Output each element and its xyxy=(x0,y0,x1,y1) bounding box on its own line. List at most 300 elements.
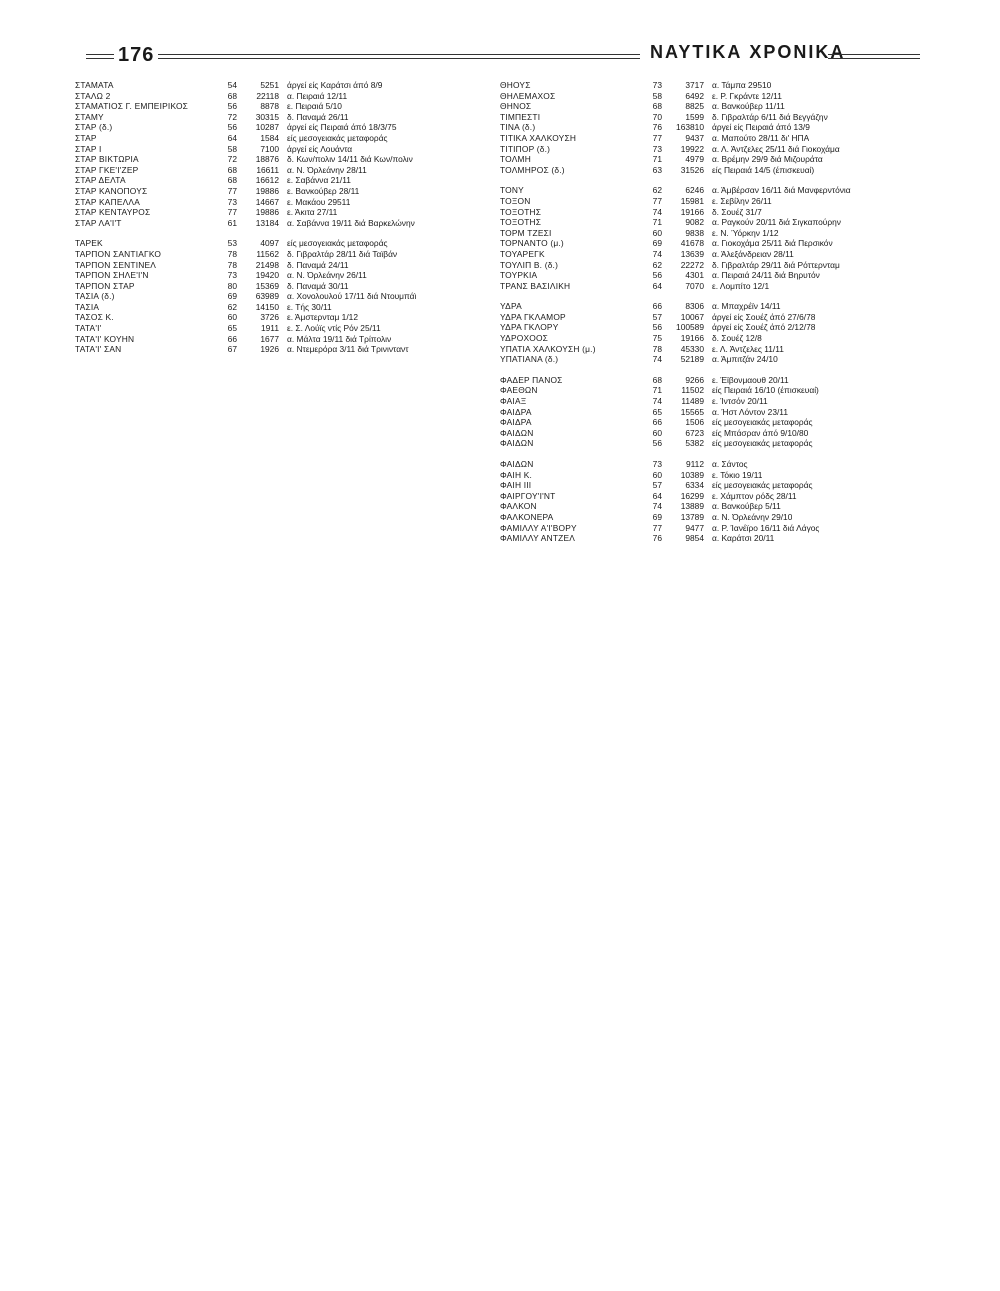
ship-name: ΥΔΡΑ ΓΚΛΟΡΥ xyxy=(500,322,559,333)
ship-position-note: α. Μαπούτο 28/11 δι' ΗΠΑ xyxy=(712,132,810,143)
ship-year: 56 xyxy=(227,101,237,112)
header-rule-middle xyxy=(158,54,640,59)
ship-row xyxy=(500,270,900,281)
ship-tonnage: 18876 xyxy=(255,154,279,165)
ship-name: ΤΑΡΕΚ xyxy=(75,238,103,249)
ship-position-note: α. Γιοκοχάμα 25/11 διά Περσικόν xyxy=(712,238,833,249)
ship-name: ΦΑΙΔΩΝ xyxy=(500,427,534,438)
ship-row xyxy=(75,154,475,165)
ship-row xyxy=(75,344,475,355)
ship-name: ΥΔΡΑ ΓΚΛΑΜΟΡ xyxy=(500,311,566,322)
ship-position-note: α. Ήστ Λόντον 23/11 xyxy=(712,406,788,417)
ship-name: ΤΟΡΝΑΝΤΟ (μ.) xyxy=(500,238,564,249)
ship-row xyxy=(75,281,475,292)
ship-tonnage: 14150 xyxy=(255,301,279,312)
ship-tonnage: 10389 xyxy=(680,469,704,480)
ship-name: ΘΗΝΟΣ xyxy=(500,101,532,112)
ship-year: 65 xyxy=(227,323,237,334)
ship-tonnage: 13789 xyxy=(680,511,704,522)
ship-row xyxy=(500,385,900,396)
ship-name: ΦΑΜΙΛΛΥ ΑΝΤΖΕΛ xyxy=(500,533,576,544)
ship-tonnage: 41678 xyxy=(680,238,704,249)
ship-tonnage: 8825 xyxy=(685,101,704,112)
ship-tonnage: 1584 xyxy=(260,132,279,143)
ship-row xyxy=(500,260,900,271)
ship-position-note: είς μεσογειακάς μεταφοράς xyxy=(712,417,813,428)
ship-tonnage: 63989 xyxy=(255,291,279,302)
ship-tonnage: 6246 xyxy=(685,185,704,196)
ship-year: 62 xyxy=(227,301,237,312)
ship-row xyxy=(500,122,900,133)
ship-position-note: είς μεσογειακάς μεταφοράς xyxy=(287,132,388,143)
ship-name: ΤΑΣΟΣ Κ. xyxy=(75,312,114,323)
ship-row xyxy=(75,112,475,123)
ship-year: 60 xyxy=(652,469,662,480)
ship-name: ΤΑΤΑ'Ι' ΣΑΝ xyxy=(75,344,122,355)
ship-year: 74 xyxy=(652,396,662,407)
ship-list-block xyxy=(500,301,900,365)
ship-name: ΤΑΡΠΟΝ ΣΑΝΤΙΑΓΚΟ xyxy=(75,248,162,259)
ship-tonnage: 5251 xyxy=(260,80,279,90)
ship-tonnage: 9082 xyxy=(685,217,704,228)
ship-name: ΣΤΑΡ ΛΑ'Ι'Τ xyxy=(75,217,122,228)
ship-row xyxy=(500,417,900,428)
ship-position-note: ε. Λομπίτο 12/1 xyxy=(712,280,770,291)
ship-row xyxy=(500,207,900,218)
ship-tonnage: 6492 xyxy=(685,90,704,101)
ship-position-note: ε. Σεβίλην 26/11 xyxy=(712,195,772,206)
ship-tonnage: 13889 xyxy=(680,501,704,512)
ship-list-block xyxy=(500,80,900,175)
ship-row xyxy=(75,80,475,91)
ship-year: 68 xyxy=(652,374,662,385)
ship-name: ΦΑΙΗ ΙΙΙ xyxy=(500,480,532,491)
ship-year: 77 xyxy=(227,185,237,196)
ship-position-note: είς μεσογειακάς μεταφοράς xyxy=(712,480,813,491)
page-number: 176 xyxy=(118,44,155,66)
ship-row xyxy=(500,501,900,512)
ship-tonnage: 1599 xyxy=(685,111,704,122)
ship-row xyxy=(75,218,475,229)
ship-row xyxy=(500,80,900,91)
ship-year: 73 xyxy=(652,143,662,154)
ship-row xyxy=(75,207,475,218)
ship-tonnage: 3726 xyxy=(260,312,279,323)
ship-position-note: ε. Πειραιά 5/10 xyxy=(287,101,342,112)
ship-name: ΦΑΙΑΞ xyxy=(500,396,527,407)
ship-year: 57 xyxy=(652,311,662,322)
ship-tonnage: 5382 xyxy=(685,438,704,449)
ship-row xyxy=(500,407,900,418)
ship-position-note: ε. Ίντσόν 20/11 xyxy=(712,396,768,407)
ship-row xyxy=(500,91,900,102)
ship-tonnage: 6723 xyxy=(685,427,704,438)
ship-name: ΤΙΝΑ (δ.) xyxy=(500,122,536,133)
ship-name: ΣΤΑΡ Ι xyxy=(75,143,102,154)
ship-position-note: α. Ρ. Ίανέϊρο 16/11 διά Λάγος xyxy=(712,522,820,533)
ship-row xyxy=(75,101,475,112)
ship-tonnage: 11562 xyxy=(256,248,279,259)
ship-position-note: ε. Χάμπτον ρόδς 28/11 xyxy=(712,490,797,501)
ship-year: 66 xyxy=(227,333,237,344)
ship-year: 69 xyxy=(652,511,662,522)
ship-year: 68 xyxy=(227,164,237,175)
ship-name: ΤΟΝΥ xyxy=(500,185,524,196)
header-rule-left xyxy=(86,54,114,59)
ship-year: 65 xyxy=(652,406,662,417)
ship-name: ΥΠΑΤΙΑ ΧΑΛΚΟΥΣΗ (μ.) xyxy=(500,343,596,354)
ship-tonnage: 4979 xyxy=(685,154,704,165)
ship-tonnage: 9112 xyxy=(685,459,704,469)
ship-row xyxy=(500,228,900,239)
ship-year: 80 xyxy=(227,280,237,291)
ship-list-block xyxy=(500,459,900,544)
ship-row xyxy=(75,186,475,197)
ship-position-note: ε. Ν. Ύόρκην 1/12 xyxy=(712,227,779,238)
ship-row xyxy=(75,197,475,208)
ship-tonnage: 3717 xyxy=(685,80,704,90)
ship-name: ΤΟΛΜΗΡΟΣ (δ.) xyxy=(500,164,565,175)
ship-tonnage: 16611 xyxy=(256,164,279,175)
ship-row xyxy=(500,344,900,355)
ship-year: 58 xyxy=(652,90,662,101)
ship-tonnage: 9854 xyxy=(685,533,704,544)
ship-position-note: δ. Παναμά 30/11 xyxy=(287,280,349,291)
ship-tonnage: 45330 xyxy=(680,343,704,354)
ship-tonnage: 19886 xyxy=(255,207,279,218)
ship-position-note: ε. Σ. Λούϊς ντίς Ρόν 25/11 xyxy=(287,323,381,334)
ship-year: 72 xyxy=(227,154,237,165)
ship-name: ΣΤΑΡ ΓΚΕ'Ι'ΖΕΡ xyxy=(75,164,139,175)
ship-year: 75 xyxy=(652,333,662,344)
ship-position-note: ε. Μακάου 29511 xyxy=(287,196,351,207)
ship-name: ΤΑΣΙΑ (δ.) xyxy=(75,291,115,302)
ship-year: 56 xyxy=(652,438,662,449)
ship-position-note: ε. Άμστερνταμ 1/12 xyxy=(287,312,358,323)
ship-year: 73 xyxy=(652,459,662,469)
ship-tonnage: 100589 xyxy=(676,322,704,333)
ship-year: 71 xyxy=(652,217,662,228)
ship-row xyxy=(500,428,900,439)
ship-position-note: είς Πειραιά 14/5 (έπισκευαί) xyxy=(712,164,815,175)
ship-name: ΤΟΥΑΡΕΓΚ xyxy=(500,248,545,259)
ship-year: 77 xyxy=(652,195,662,206)
ship-position-note: ε. Τόκιο 19/11 xyxy=(712,469,763,480)
ship-position-note: α. Πειραιά 12/11 xyxy=(287,90,348,101)
ship-tonnage: 19420 xyxy=(255,270,279,281)
ship-position-note: ε. Ρ. Γκράντε 12/11 xyxy=(712,90,782,101)
ship-year: 73 xyxy=(652,80,662,90)
ship-row xyxy=(75,323,475,334)
ship-year: 76 xyxy=(652,533,662,544)
ship-tonnage: 15981 xyxy=(680,195,704,206)
ship-row xyxy=(75,291,475,302)
ship-tonnage: 13184 xyxy=(255,217,279,228)
ship-row xyxy=(500,301,900,312)
ship-tonnage: 14667 xyxy=(255,196,279,207)
ship-year: 74 xyxy=(652,206,662,217)
ship-name: ΥΔΡΟΧΟΟΣ xyxy=(500,333,549,344)
ship-tonnage: 10067 xyxy=(680,311,704,322)
ship-year: 69 xyxy=(227,291,237,302)
ship-position-note: α. Άμβέρσαν 16/11 διά Μανφερντόνια xyxy=(712,185,851,196)
ship-position-note: άργεί είς Καράτσι άπό 8/9 xyxy=(287,80,383,90)
ship-position-note: ε. Τής 30/11 xyxy=(287,301,332,312)
ship-position-note: α. Σαβάννα 19/11 διά Βαρκελώνην xyxy=(287,217,415,228)
ship-tonnage: 9437 xyxy=(685,132,704,143)
ship-year: 68 xyxy=(227,175,237,186)
ship-year: 64 xyxy=(227,132,237,143)
ship-year: 56 xyxy=(652,322,662,333)
ship-position-note: άργεί είς Πειραιά άπό 13/9 xyxy=(712,122,810,133)
ship-row xyxy=(500,333,900,344)
ship-name: ΤΙΜΠΕΣΤΙ xyxy=(500,111,541,122)
ship-name: ΣΤΑΡ ΚΕΝΤΑΥΡΟΣ xyxy=(75,207,151,218)
ship-name: ΣΤΑΛΩ 2 xyxy=(75,90,111,101)
ship-name: ΣΤΑΜΥ xyxy=(75,111,104,122)
ship-name: ΤΑΡΠΟΝ ΣΗΛΕ'Ι'Ν xyxy=(75,270,149,281)
ship-row xyxy=(500,249,900,260)
ship-name: ΦΑΛΚΟΝ xyxy=(500,501,537,512)
ship-tonnage: 1911 xyxy=(260,323,279,334)
ship-row xyxy=(75,270,475,281)
ship-position-note: α. Βανκούβερ 11/11 xyxy=(712,101,785,112)
ship-position-note: α. Χονολουλού 17/11 διά Ντουμπάϊ xyxy=(287,291,417,302)
ship-row xyxy=(500,154,900,165)
ship-row xyxy=(75,91,475,102)
ship-position-note: α. Άμπιτζάν 24/10 xyxy=(712,354,778,365)
ship-year: 74 xyxy=(652,248,662,259)
ship-name: ΦΑΙΗ Κ. xyxy=(500,469,533,480)
ship-tonnage: 19166 xyxy=(680,206,704,217)
ship-tonnage: 4097 xyxy=(260,238,279,249)
ship-name: ΦΑΙΔΡΑ xyxy=(500,406,532,417)
ship-tonnage: 16299 xyxy=(680,490,704,501)
ship-name: ΣΤΑΡ ΚΑΝΟΠΟΥΣ xyxy=(75,185,148,196)
ship-tonnage: 11489 xyxy=(681,396,704,407)
ship-position-note: άργεί είς Σουέζ άπό 2/12/78 xyxy=(712,322,816,333)
ship-year: 71 xyxy=(652,385,662,396)
ship-year: 71 xyxy=(652,154,662,165)
ship-position-note: είς Μπάσραν άπό 9/10/80 xyxy=(712,427,809,438)
ship-year: 64 xyxy=(652,490,662,501)
ship-position-note: α. Ν. Όρλεάνην 29/10 xyxy=(712,511,793,522)
ship-position-note: δ. Γιβραλτάρ 28/11 διά Ταϊβάν xyxy=(287,248,398,259)
ship-row xyxy=(75,133,475,144)
ship-tonnage: 8306 xyxy=(685,301,704,312)
ship-row xyxy=(500,165,900,176)
ship-row xyxy=(75,260,475,271)
ship-position-note: δ. Γιβραλτάρ 6/11 διά Βεγγάζην xyxy=(712,111,828,122)
ship-tonnage: 10287 xyxy=(255,122,279,133)
ship-position-note: α. Άλεξάνδρειαν 28/11 xyxy=(712,248,794,259)
ship-row xyxy=(75,302,475,313)
ship-position-note: α. Πειραιά 24/11 διά Βηρυτόν xyxy=(712,270,820,281)
ship-name: ΤΑΣΙΑ xyxy=(75,301,100,312)
ship-tonnage: 52189 xyxy=(680,354,704,365)
ship-name: ΣΤΑΜΑΤΑ xyxy=(75,80,114,90)
ship-year: 74 xyxy=(652,501,662,512)
ship-year: 77 xyxy=(652,132,662,143)
ship-tonnage: 8878 xyxy=(260,101,279,112)
ship-position-note: α. Μάλτα 19/11 διά Τρίπολιν xyxy=(287,333,392,344)
ship-position-note: α. Τάμπα 29510 xyxy=(712,80,772,90)
ship-year: 61 xyxy=(227,217,237,228)
ship-row xyxy=(75,238,475,249)
ship-name: ΦΑΙΔΩΝ xyxy=(500,438,534,449)
ship-tonnage: 22272 xyxy=(680,259,704,270)
ship-name: ΦΑΙΔΡΑ xyxy=(500,417,532,428)
ship-row xyxy=(500,281,900,292)
ship-row xyxy=(500,217,900,228)
ship-row xyxy=(500,480,900,491)
ship-year: 68 xyxy=(227,90,237,101)
ship-year: 64 xyxy=(652,280,662,291)
ship-year: 73 xyxy=(227,270,237,281)
ship-position-note: α. Σάντος xyxy=(712,459,748,469)
journal-title: ΝΑΥΤΙΚΑ ΧΡΟΝΙΚΑ xyxy=(650,42,846,62)
ship-row xyxy=(500,523,900,534)
ship-name: ΤΑΡΠΟΝ ΣΤΑΡ xyxy=(75,280,135,291)
ship-tonnage: 11502 xyxy=(681,385,704,396)
ship-name: ΘΗΟΥΣ xyxy=(500,80,531,90)
ship-year: 68 xyxy=(652,101,662,112)
ship-row xyxy=(500,396,900,407)
ship-position-note: α. Ν. Όρλεάνην 26/11 xyxy=(287,270,367,281)
ship-row xyxy=(500,533,900,544)
ship-tonnage: 15369 xyxy=(255,280,279,291)
ship-year: 57 xyxy=(652,480,662,491)
ship-row xyxy=(75,334,475,345)
ship-position-note: είς Πειραιά 16/10 (έπισκευαί) xyxy=(712,385,819,396)
ship-row xyxy=(500,322,900,333)
ship-year: 70 xyxy=(652,111,662,122)
ship-year: 77 xyxy=(652,522,662,533)
ship-row xyxy=(75,312,475,323)
ship-name: ΦΑΙΡΓΟΥ'Ι'ΝΤ xyxy=(500,490,556,501)
ship-list-block xyxy=(75,80,475,228)
left-column xyxy=(75,80,475,365)
ship-year: 56 xyxy=(227,122,237,133)
ship-position-note: α. Μπαχρέϊν 14/11 xyxy=(712,301,781,312)
ship-name: ΤΟΥΛΙΠ Β. (δ.) xyxy=(500,259,559,270)
ship-tonnage: 31526 xyxy=(680,164,704,175)
ship-tonnage: 163810 xyxy=(676,122,704,133)
ship-row xyxy=(75,249,475,260)
ship-year: 66 xyxy=(652,417,662,428)
ship-tonnage: 1506 xyxy=(685,417,704,428)
ship-name: ΤΟΡΜ ΤΖΕΣΙ xyxy=(500,227,552,238)
ship-row xyxy=(500,512,900,523)
ship-tonnage: 15565 xyxy=(680,406,704,417)
ship-row xyxy=(75,175,475,186)
ship-year: 54 xyxy=(227,80,237,90)
ship-year: 76 xyxy=(652,122,662,133)
ship-position-note: ε. Σαβάννα 21/11 xyxy=(287,175,351,186)
ship-tonnage: 1926 xyxy=(260,344,279,355)
ship-position-note: α. Ν. Όρλεάνην 28/11 xyxy=(287,164,367,175)
ship-tonnage: 13639 xyxy=(680,248,704,259)
ship-name: ΦΑΕΘΩΝ xyxy=(500,385,538,396)
ship-name: ΣΤΑΡ ΔΕΛΤΑ xyxy=(75,175,126,186)
ship-year: 62 xyxy=(652,259,662,270)
ship-position-note: ε. Άκιτα 27/11 xyxy=(287,207,338,218)
ship-name: ΣΤΑΡ ΚΑΠΕΛΛΑ xyxy=(75,196,140,207)
ship-name: ΤΑΤΑ'Ι' xyxy=(75,323,102,334)
ship-name: ΣΤΑΡ xyxy=(75,132,97,143)
ship-position-note: άργεί είς Λουάντα xyxy=(287,143,353,154)
ship-year: 78 xyxy=(227,259,237,270)
ship-position-note: δ. Σουέζ 12/8 xyxy=(712,333,762,344)
ship-tonnage: 22118 xyxy=(256,90,279,101)
ship-tonnage: 9266 xyxy=(685,374,704,385)
ship-list-block xyxy=(500,375,900,449)
ship-position-note: δ. Παναμά 24/11 xyxy=(287,259,349,270)
ship-name: ΤΟΥΡΚΙΑ xyxy=(500,270,538,281)
ship-row xyxy=(500,144,900,155)
ship-tonnage: 19886 xyxy=(255,185,279,196)
ship-name: ΤΙΤΙΚΑ ΧΑΛΚΟΥΣΗ xyxy=(500,132,577,143)
ship-position-note: α. Καράτσι 20/11 xyxy=(712,533,775,544)
ship-tonnage: 19166 xyxy=(680,333,704,344)
ship-tonnage: 1677 xyxy=(260,333,279,344)
ship-position-note: ε. Λ. Άντζελες 11/11 xyxy=(712,343,784,354)
ship-year: 72 xyxy=(227,111,237,122)
ship-tonnage: 16612 xyxy=(255,175,279,186)
ship-year: 60 xyxy=(652,227,662,238)
ship-position-note: α. Βανκούβερ 5/11 xyxy=(712,501,781,512)
ship-tonnage: 4301 xyxy=(685,270,704,281)
ship-row xyxy=(75,144,475,155)
ship-position-note: δ. Γιβραλτάρ 29/11 διά Ρόττερνταμ xyxy=(712,259,840,270)
ship-position-note: α. Ντεμερόρα 3/11 διά Τρινινταντ xyxy=(287,344,409,355)
ship-year: 60 xyxy=(227,312,237,323)
ship-row xyxy=(500,470,900,481)
ship-position-note: ε. Έϊβονμαουθ 20/11 xyxy=(712,374,789,385)
ship-name: ΤΑΤΑ'Ι' ΚΟΥΗΝ xyxy=(75,333,135,344)
ship-name: ΤΟΛΜΗ xyxy=(500,154,531,165)
ship-year: 78 xyxy=(227,248,237,259)
ship-name: ΤΟΞΟΤΗΣ xyxy=(500,217,542,228)
ship-tonnage: 9838 xyxy=(685,227,704,238)
ship-name: ΤΡΑΝΣ ΒΑΣΙΛΙΚΗ xyxy=(500,280,571,291)
ship-year: 60 xyxy=(652,427,662,438)
right-column xyxy=(500,80,900,554)
ship-row xyxy=(500,185,900,196)
ship-row xyxy=(75,122,475,133)
ship-row xyxy=(500,459,900,470)
ship-name: ΘΗΛΕΜΑΧΟΣ xyxy=(500,90,556,101)
ship-list-block xyxy=(75,238,475,355)
header-rule-right xyxy=(828,54,920,59)
ship-name: ΣΤΑΡ (δ.) xyxy=(75,122,113,133)
ship-name: ΦΑΛΚΟΝΕΡΑ xyxy=(500,511,554,522)
ship-name: ΤΑΡΠΟΝ ΣΕΝΤΙΝΕΛ xyxy=(75,259,157,270)
ship-name: ΦΑΙΔΩΝ xyxy=(500,459,534,469)
ship-position-note: άργεί είς Πειραιά άπό 18/3/75 xyxy=(287,122,397,133)
ship-row xyxy=(500,101,900,112)
ship-position-note: είς μεσογειακάς μεταφοράς xyxy=(287,238,388,249)
ship-name: ΣΤΑΡ ΒΙΚΤΩΡΙΑ xyxy=(75,154,139,165)
ship-year: 63 xyxy=(652,164,662,175)
ship-year: 56 xyxy=(652,270,662,281)
ship-position-note: α. Ραγκούν 20/11 διά Σιγκαπούρην xyxy=(712,217,841,228)
ship-row xyxy=(500,375,900,386)
ship-row xyxy=(75,165,475,176)
ship-name: ΥΔΡΑ xyxy=(500,301,522,312)
ship-name: ΦΑΔΕΡ ΠΑΝΟΣ xyxy=(500,374,563,385)
ship-tonnage: 21498 xyxy=(255,259,279,270)
